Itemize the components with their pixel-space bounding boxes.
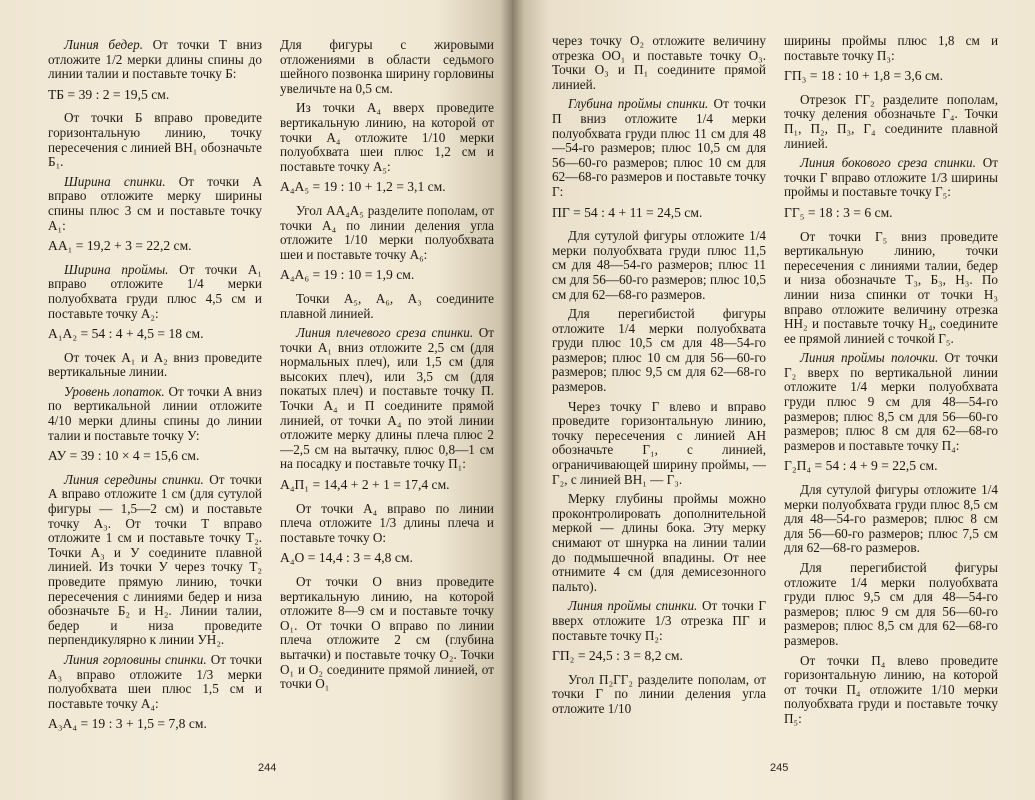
paragraph: Через точку Г влево и вправо проведите горизонтальную линию, точку пересечения с линией АН обозначьте Г₁, с линией, ограничивающей ширину проймы, — Г₂, с линией ВН₁ — Г₃. xyxy=(552,398,766,487)
paragraph xyxy=(48,38,262,82)
formula: А₁А₂ = 54 : 4 + 4,5 = 18 см. xyxy=(48,326,204,342)
formula: ГП₂ = 24,5 : 3 = 8,2 см. xyxy=(552,648,683,664)
paragraph: Из точки А₄ вверх проведите вертикальную линию, на которой от точки А₄ отложите 1/10 мерки полуобхвата шеи плюс 1,2 см и поставьте точку А₅: xyxy=(280,100,494,174)
formula: А₄А₆ = 19 : 10 = 1,9 см. xyxy=(280,267,415,283)
paragraph: через точку О₂ отложите величину отрезка ОО₁ и поставьте точку О₃. Точки О₃ и П₁ соедините прямой линией. xyxy=(552,33,766,92)
paragraph: Мерку глубины проймы можно проконтролировать дополнительной меркой — длины бока. Эту мерку снимают от шнурка на линии талии до подмышечной впадины. От нее отнимите 4 см (для демисезонного пальто). xyxy=(552,491,766,594)
formula: Г₂П₄ = 54 : 4 + 9 = 22,5 см. xyxy=(784,458,938,474)
formula: АУ = 39 : 10 × 4 = 15,6 см. xyxy=(48,448,200,464)
right-page xyxy=(512,0,1035,800)
subheading: Линия бедер. xyxy=(64,37,144,52)
formula: А₃А₄ = 19 : 3 + 1,5 = 7,8 см. xyxy=(48,716,207,732)
paragraph: Линия плечевого среза спинки. От точки А₁ вниз отложите 2,5 см (для нормальных плеч), или 1,5 см (для высоких плеч), или 3,5 см (для покатых плеч) и поставьте точку П. Точки А₄ и П соедините прямой линией, от точки А₄ по этой линии отложите мерку длины плеча плюс 2—2,5 см на вытачку, плюс 0,8—1 см на посадку и поставьте точку П₁: xyxy=(280,325,494,472)
paragraph: От точки А₄ вправо по линии плеча отложите 1/3 длины плеча и поставьте точку О: xyxy=(280,500,494,545)
paragraph: Для сутулой фигуры отложите 1/4 мерки полуобхвата груди плюс 8,5 см для 48—54-го размеров; плюс 8 см для 56—60-го размеров; плюс 7,5 см для 62—68-го размеров. xyxy=(784,482,998,556)
formula: АА₁ = 19,2 + 3 = 22,2 см. xyxy=(48,238,192,254)
paragraph: Линия бокового среза спинки. От точки Г вправо отложите 1/3 ширины проймы и поставьте точку Г₅: xyxy=(784,155,998,200)
formula: А₄А₅ = 19 : 10 + 1,2 = 3,1 см. xyxy=(280,179,446,195)
paragraph: Линия горловины спинки. От точки А₃ вправо отложите 1/3 мерки полуобхвата шеи плюс 1,5 см и поставьте точку А₄: xyxy=(48,651,262,711)
paragraph: Для сутулой фигуры отложите 1/4 мерки полуобхвата груди плюс 11,5 см для 48—54-го размеров; плюс 11 см для 56—60-го размеров; плюс 10,5 см для 62—68-го размеров. xyxy=(552,228,766,302)
right-page-columns xyxy=(552,34,1011,754)
paragraph: От точки Б вправо проведите горизонтальную линию, точку пересечения с линией ВН₁ обозначьте Б₁. xyxy=(48,110,262,170)
right-column-2 xyxy=(784,34,998,754)
left-column-2 xyxy=(280,38,494,758)
formula: ТБ = 39 : 2 = 19,5 см. xyxy=(48,86,170,102)
paragraph: Угол АА₄А₅ разделите пополам, от точки А₄ по линии деления угла отложите 1/10 мерки полуобхвата шеи и поставьте точку А₆: xyxy=(280,202,494,262)
left-column-1 xyxy=(48,38,262,758)
page-number: 245 xyxy=(770,762,789,774)
paragraph: Угол П₂ГГ₂ разделите пополам, от точки Г по линии деления угла отложите 1/10 xyxy=(552,671,766,716)
paragraph: Ширина проймы. От точки А₁ вправо отложите 1/4 мерки полуобхвата груди плюс 4,5 см и поставьте точку А₂: xyxy=(48,261,262,321)
paragraph: Для перегибистой фигуры отложите 1/4 мерки полуобхвата груди плюс 9,5 см для 48—54-го размеров; плюс 9 см для 56—60-го размеров; плюс 8,5 см для 62—68-го размеров. xyxy=(784,560,998,648)
paragraph: От точек А₁ и А₂ вниз проведите вертикальные линии. xyxy=(48,349,262,380)
paragraph: От точки О вниз проведите вертикальную линию, на которой отложите 8—9 см и поставьте точку О₁. От точки О вправо по линии плеча отложите 2 см (глубина вытачки) и поставьте точку О₂. Точки О₁ и О₂ соедините прямой линией, от точки О₁ xyxy=(280,574,494,692)
paragraph: Ширина спинки. От точки А вправо отложите мерку ширины спины плюс 3 см и поставьте точку А₁: xyxy=(48,173,262,233)
paragraph: От точки П₄ влево проведите горизонтальную линию, на которой от точки П₄ отложите 1/10 мерки полуобхвата груди и поставьте точку П₅: xyxy=(784,652,998,726)
paragraph-text: От точки Т вниз отложите 1/2 мерки длины спины до линии талии и поставьте точку Б: xyxy=(48,37,262,82)
paragraph: Для перегибистой фигуры отложите 1/4 мерки полуобхвата груди плюс 10,5 см для 48—54-го размеров; плюс 10 см для 56—60-го размеров; плюс 9,5 см для 62—68-го размеров. xyxy=(552,306,766,395)
left-page-columns xyxy=(48,38,500,758)
formula: ПГ = 54 : 4 + 11 = 24,5 см. xyxy=(552,204,703,220)
formula: ГП₃ = 18 : 10 + 1,8 = 3,6 см. xyxy=(784,68,943,84)
paragraph: От точки Г₅ вниз проведите вертикальную линию, точки пересечения с линиями талии, бедер и низа обозначьте Т₃, Б₃, Н₃. По линии низа спинки от точки Н₃ вправо отложите величину отрезка НН₂ и поставьте точку Н₄, соедините ее прямой линией с точкой Г₅. xyxy=(784,228,998,346)
right-column-1 xyxy=(552,34,766,754)
formula: А₄П₁ = 14,4 + 2 + 1 = 17,4 см. xyxy=(280,477,450,493)
formula: ГГ₅ = 18 : 3 = 6 см. xyxy=(784,204,893,220)
paragraph: Линия середины спинки. От точки А вправо отложите 1 см (для сутулой фигуры — 1,5—2 см) и поставьте точку А₃. От точки Т вправо отложите 1 см и поставьте точку Т₂. Точки А₃ и У соедините плавной линией. Из точки У через точку Т₂ проведите прямую линию, точки пересечения с линиями бедер и низа обозначьте Б₂ и Н₂. Линии талии, бедер и низа проведите перпендикулярно к линии УН₂. xyxy=(48,471,262,648)
paragraph: Линия проймы спинки. От точки Г вверх отложите 1/3 отрезка ПГ и поставьте точку П₂: xyxy=(552,598,766,643)
paragraph: Глубина проймы спинки. От точки П вниз отложите 1/4 мерки полуобхвата груди плюс 11 см для 48—54-го размеров; плюс 10,5 см для 56—60-го размеров; плюс 10 см для 62—68-го размеров и поставьте точку Г: xyxy=(552,96,766,199)
formula: А₄О = 14,4 : 3 = 4,8 см. xyxy=(280,550,413,566)
paragraph: Отрезок ГГ₂ разделите пополам, точку деления обозначьте Г₄. Точки П₁, П₂, П₃, Г₄ соедините плавной линией. xyxy=(784,91,998,151)
page-number: 244 xyxy=(258,762,277,774)
paragraph: Линия проймы полочки. От точки Г₂ вверх по вертикальной линии отложите 1/4 мерки полуобхвата груди плюс 9 см для 48—54-го размеров; плюс 8,5 см для 56—60-го размеров; плюс 8 см для 62—68-го размеров и поставьте точку П₄: xyxy=(784,350,998,453)
paragraph: Точки А₅, А₆, А₃ соедините плавной линией. xyxy=(280,290,494,321)
paragraph: ширины проймы плюс 1,8 см и поставьте точку П₃: xyxy=(784,33,998,63)
paragraph: Уровень лопаток. От точки А вниз по вертикальной линии отложите 4/10 мерки длины спины до линии талии и поставьте точку У: xyxy=(48,383,262,443)
paragraph: Для фигуры с жировыми отложениями в области седьмого шейного позвонка ширину горловины увеличьте на 0,5 см. xyxy=(280,37,494,96)
left-page xyxy=(0,0,512,800)
